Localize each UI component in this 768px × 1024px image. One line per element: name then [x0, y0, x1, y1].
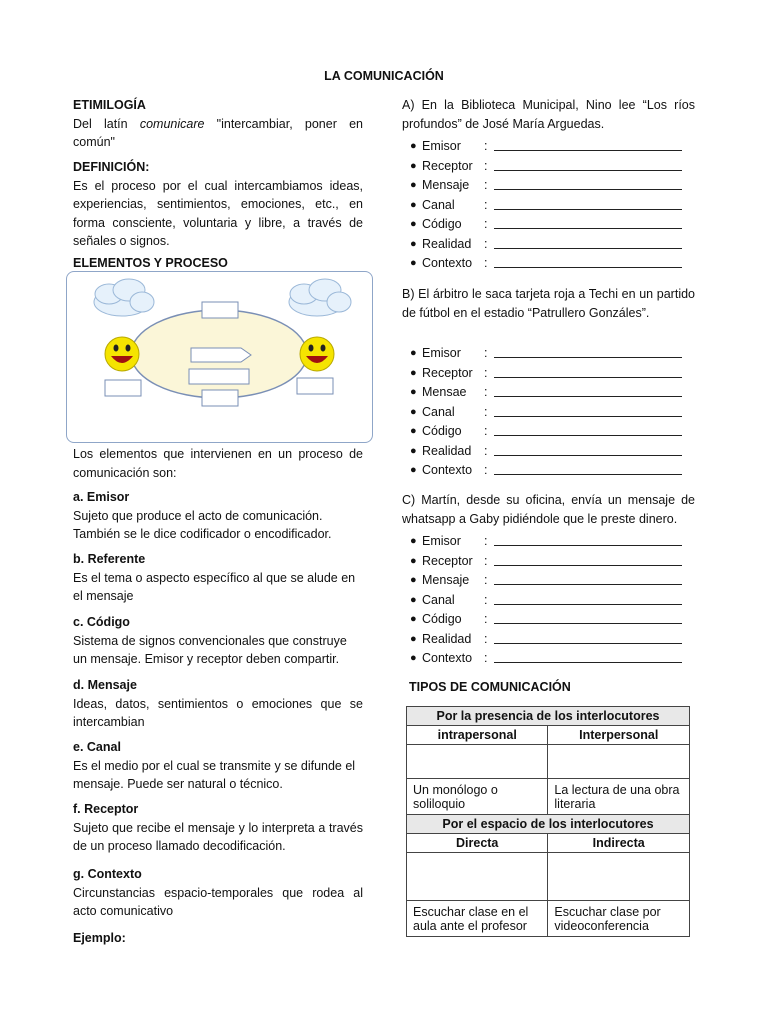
item-label: Código — [422, 612, 462, 626]
bullet-icon: ● — [410, 593, 417, 606]
item-label: Código — [422, 424, 462, 438]
ejemplo-label: Ejemplo: — [73, 931, 126, 945]
elemento-text: Es el tema o aspecto específico al que se alude en el mensaje — [73, 570, 356, 603]
item-label: Canal — [422, 197, 455, 212]
item-label: Realidad — [422, 236, 472, 251]
elemento-text: Circunstancias espacio-temporales que rodea al acto comunicativo — [73, 885, 363, 918]
table-cell-blank[interactable] — [407, 745, 548, 779]
etimologia-text — [73, 115, 363, 152]
bullet-icon: ● — [410, 613, 417, 625]
item-colon: : — [484, 573, 488, 587]
item-colon: : — [484, 651, 488, 665]
definicion-text: Es el proceso por el cual intercambiamos ideas, experiencias, sentimientos, emociones, etc., en forma consciente, voluntaria y libre, a través de señales o signos. — [73, 178, 363, 248]
item-colon: : — [484, 534, 488, 548]
list-item — [402, 364, 695, 384]
item-label: Emisor — [422, 534, 461, 548]
answer-line[interactable] — [494, 662, 682, 663]
item-label: Receptor — [422, 553, 473, 568]
item-label: Realidad — [422, 443, 472, 458]
bullet-icon: ● — [410, 632, 417, 645]
list-item — [402, 591, 695, 611]
answer-line[interactable] — [494, 435, 682, 436]
list-item — [402, 383, 695, 403]
intro-text: Los elementos que intervienen en un proceso de comunicación son: — [73, 447, 363, 480]
list-item — [402, 610, 695, 630]
list-item — [402, 422, 695, 442]
item-label: Mensaje — [422, 573, 470, 587]
item-colon: : — [484, 424, 488, 438]
elemento-title: e. Canal — [73, 740, 121, 754]
list-item — [402, 254, 695, 274]
elemento-title: g. Contexto — [73, 867, 142, 881]
answer-line[interactable] — [494, 170, 682, 171]
bullet-icon: ● — [410, 464, 417, 476]
list-item — [402, 630, 695, 650]
box-middle — [189, 369, 249, 384]
elemento-g — [73, 865, 363, 921]
definicion-heading: DEFINICIÓN: — [73, 160, 150, 174]
table-col-header: Indirecta — [548, 834, 690, 853]
list-item — [402, 137, 695, 157]
table-cell: Escuchar clase por videoconferencia — [548, 901, 690, 937]
item-colon: : — [484, 217, 488, 231]
ejercicio-enunciado: B) El árbitro le saca tarjeta roja a Techi en un partido de fútbol en el estadio “Patrullero Gonzáles”. — [402, 287, 695, 320]
answer-line[interactable] — [494, 150, 682, 151]
answer-line[interactable] — [494, 396, 682, 397]
elemento-d — [73, 676, 363, 732]
list-item — [402, 461, 695, 481]
bullet-icon: ● — [410, 198, 417, 211]
box-bottom — [202, 390, 238, 406]
item-label: Receptor — [422, 158, 473, 173]
table-cell-blank[interactable] — [407, 853, 548, 901]
bullet-icon: ● — [410, 366, 417, 379]
table-col-header: intrapersonal — [407, 726, 548, 745]
answer-line[interactable] — [494, 643, 682, 644]
ejercicio-enunciado: C) Martín, desde su oficina, envía un mensaje de whatsapp a Gaby pidiéndole que le preste dinero. — [402, 493, 695, 526]
elemento-f — [73, 800, 363, 856]
bullet-icon: ● — [410, 179, 417, 191]
diagram-svg — [67, 272, 372, 442]
box-top — [202, 302, 238, 318]
bullet-icon: ● — [410, 535, 417, 547]
bullet-icon: ● — [410, 159, 417, 172]
list-item — [402, 176, 695, 196]
elemento-title: b. Referente — [73, 552, 146, 566]
elemento-title: f. Receptor — [73, 802, 139, 816]
bullet-icon: ● — [410, 652, 417, 664]
answer-line[interactable] — [494, 357, 682, 358]
list-item — [402, 215, 695, 235]
item-label: Emisor — [422, 139, 461, 153]
box-left — [105, 380, 141, 396]
item-colon: : — [484, 346, 488, 360]
item-colon: : — [484, 612, 488, 626]
item-colon: : — [484, 236, 488, 251]
etimologia-latin-word: comunicare — [139, 116, 205, 131]
item-colon: : — [484, 553, 488, 568]
elemento-title: c. Código — [73, 615, 130, 629]
item-label: Mensaje — [422, 178, 470, 192]
bullet-icon: ● — [410, 554, 417, 567]
list-item — [402, 442, 695, 462]
page-title: LA COMUNICACIÓN — [324, 69, 444, 83]
item-colon: : — [484, 592, 488, 607]
answer-line[interactable] — [494, 623, 682, 624]
table-cell-blank[interactable] — [548, 853, 690, 901]
table-cell: La lectura de una obra literaria — [548, 779, 690, 815]
item-label: Canal — [422, 592, 455, 607]
answer-line[interactable] — [494, 416, 682, 417]
item-label: Emisor — [422, 346, 461, 360]
ejercicio-a — [402, 96, 695, 133]
item-label: Contexto — [422, 463, 473, 477]
answer-line[interactable] — [494, 189, 682, 190]
answer-line[interactable] — [494, 545, 682, 546]
etimologia-heading: ETIMILOGÍA — [73, 98, 146, 112]
elemento-b — [73, 550, 363, 606]
list-item — [402, 552, 695, 572]
table-section-header: Por el espacio de los interlocutores — [407, 815, 690, 834]
tipos-table — [406, 706, 690, 937]
elemento-a — [73, 488, 363, 544]
elemento-text: Ideas, datos, sentimientos o emociones que se intercambian — [73, 696, 363, 729]
bullet-icon: ● — [410, 218, 417, 230]
etimologia-text-post: "intercambiar, poner en común" — [73, 116, 363, 149]
item-colon: : — [484, 139, 488, 153]
answer-line[interactable] — [494, 455, 682, 456]
bullet-icon: ● — [410, 444, 417, 457]
list-item — [402, 344, 695, 364]
smiley-emisor-icon — [105, 337, 139, 371]
elemento-e — [73, 738, 363, 794]
answer-line[interactable] — [494, 377, 682, 378]
table-cell: Un monólogo o soliloquio — [407, 779, 548, 815]
item-label: Canal — [422, 404, 455, 419]
bullet-icon: ● — [410, 405, 417, 418]
answer-line[interactable] — [494, 209, 682, 210]
item-label: Contexto — [422, 651, 473, 665]
item-colon: : — [484, 385, 488, 399]
tipos-heading: TIPOS DE COMUNICACIÓN — [409, 680, 571, 694]
answer-line[interactable] — [494, 565, 682, 566]
answer-line[interactable] — [494, 584, 682, 585]
table-cell: Escuchar clase en el aula ante el profesor — [407, 901, 548, 937]
item-label: Contexto — [422, 256, 473, 270]
list-item — [402, 649, 695, 669]
item-label: Realidad — [422, 631, 472, 646]
answer-line[interactable] — [494, 228, 682, 229]
item-colon: : — [484, 256, 488, 270]
table-col-header: Directa — [407, 834, 548, 853]
elementos-heading: ELEMENTOS Y PROCESO — [73, 256, 228, 270]
bullet-icon: ● — [410, 237, 417, 250]
item-colon: : — [484, 404, 488, 419]
item-colon: : — [484, 365, 488, 380]
elemento-title: d. Mensaje — [73, 678, 137, 692]
elemento-text: Sujeto que produce el acto de comunicación. También se le dice codificador o encodificador. — [73, 508, 332, 541]
communication-diagram — [66, 271, 373, 443]
etimologia-section — [73, 96, 363, 152]
elemento-c — [73, 613, 363, 669]
bullet-icon: ● — [410, 257, 417, 269]
bullet-icon: ● — [410, 386, 417, 398]
item-colon: : — [484, 158, 488, 173]
list-item — [402, 532, 695, 552]
ejercicio-b — [402, 285, 695, 322]
bullet-icon: ● — [410, 574, 417, 586]
answer-line[interactable] — [494, 248, 682, 249]
elemento-text: Es el medio por el cual se transmite y se difunde el mensaje. Puede ser natural o técnico. — [73, 758, 356, 791]
ejercicio-enunciado: A) En la Biblioteca Municipal, Nino lee “Los ríos profundos” de José María Arguedas. — [402, 98, 695, 131]
item-colon: : — [484, 463, 488, 477]
list-item — [402, 235, 695, 255]
list-item — [402, 196, 695, 216]
elemento-text: Sujeto que recibe el mensaje y lo interpreta a través de un proceso llamado decodificación. — [73, 820, 363, 853]
cloud-right-icon — [289, 279, 351, 316]
item-colon: : — [484, 631, 488, 646]
list-item — [402, 157, 695, 177]
elemento-text: Sistema de signos convencionales que construye un mensaje. Emisor y receptor deben compartir. — [73, 633, 347, 666]
table-col-header: Interpersonal — [548, 726, 690, 745]
arrow-box — [191, 348, 251, 362]
cloud-left-icon — [94, 279, 154, 316]
ejercicio-b-list — [402, 344, 695, 481]
list-item — [402, 571, 695, 591]
answer-line[interactable] — [494, 267, 682, 268]
item-colon: : — [484, 178, 488, 192]
box-right — [297, 378, 333, 394]
etimologia-text-pre: Del latín — [73, 116, 140, 131]
ejercicio-a-list — [402, 137, 695, 274]
list-item — [402, 403, 695, 423]
elementos-intro — [73, 445, 363, 482]
ejercicio-c-list — [402, 532, 695, 669]
bullet-icon: ● — [410, 140, 417, 152]
elemento-title: a. Emisor — [73, 490, 130, 504]
item-colon: : — [484, 197, 488, 212]
definicion-section — [73, 158, 363, 251]
answer-line[interactable] — [494, 474, 682, 475]
answer-line[interactable] — [494, 604, 682, 605]
smiley-receptor-icon — [300, 337, 334, 371]
table-cell-blank[interactable] — [548, 745, 690, 779]
item-colon: : — [484, 443, 488, 458]
item-label: Receptor — [422, 365, 473, 380]
ejercicio-c — [402, 491, 695, 528]
item-label: Código — [422, 217, 462, 231]
item-label: Mensae — [422, 385, 467, 399]
bullet-icon: ● — [410, 347, 417, 359]
table-section-header: Por la presencia de los interlocutores — [407, 707, 690, 726]
bullet-icon: ● — [410, 425, 417, 437]
